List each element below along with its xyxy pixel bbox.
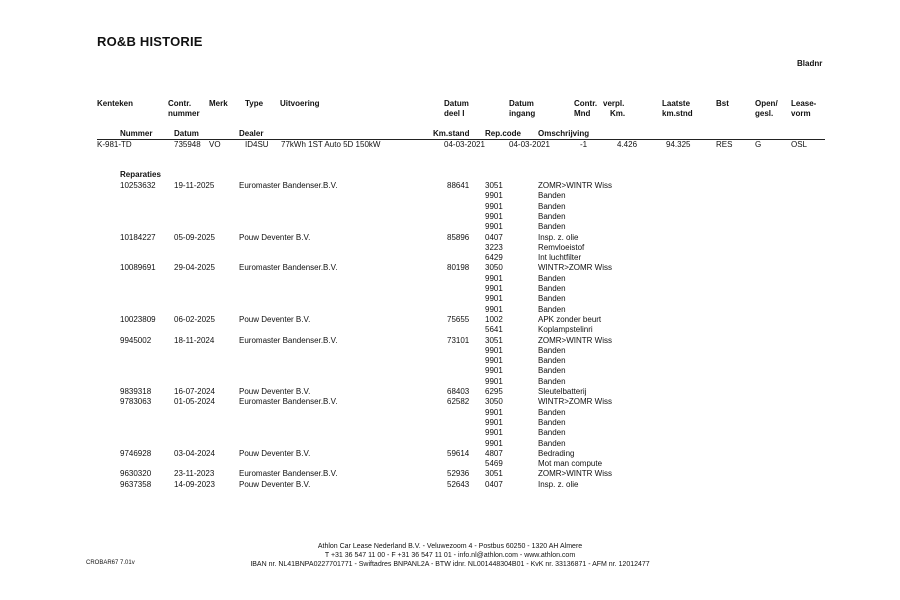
repair-description: WINTR>ZOMR Wiss [538,397,612,407]
repair-description: Banden [538,417,566,427]
header-mnd: Mnd [574,109,591,118]
header-lease: Lease- [791,99,817,108]
vehicle-verpl-km: 4.426 [617,140,638,149]
repair-code: 3223 [485,242,503,252]
repair-code: 9901 [485,356,503,366]
repair-description: Koplampstelinri [538,325,593,335]
vehicle-open: G [755,140,762,149]
repair-code: 9901 [485,438,503,448]
repair-description: Banden [538,356,566,366]
repair-number: 9637358 [120,479,152,489]
repair-code: 4807 [485,448,503,458]
repair-description: Banden [538,407,566,417]
repair-description: Banden [538,273,566,283]
repair-dealer: Euromaster Bandenser.B.V. [239,263,338,273]
page-number-label: Bladnr [797,59,823,68]
header-uitvoering: Uitvoering [280,99,320,108]
repair-code: 0407 [485,232,503,242]
vehicle-lease: OSL [791,140,808,149]
footer-contact: T +31 36 547 11 00 - F +31 36 547 11 01 - info.nl@athlon.com - www.athlon.com [324,552,576,559]
header-verpl: verpl. [603,99,625,108]
repair-description: APK zonder beurt [538,314,602,324]
subheader-omschrijving: Omschrijving [538,129,590,138]
repair-description: Remvloeistof [538,242,585,252]
repair-date: 06-02-2025 [174,314,215,324]
repair-description: Banden [538,438,566,448]
repair-description: ZOMR>WINTR Wiss [538,181,612,190]
subheader-datum: Datum [174,129,199,138]
vehicle-contract: 735948 [174,140,201,149]
repair-description: Banden [538,428,566,438]
repair-description: WINTR>ZOMR Wiss [538,263,612,273]
repair-code: 5469 [485,459,503,469]
section-reparaties: Reparaties [120,170,161,179]
repair-code: 9901 [485,294,503,304]
vehicle-bst: RES [716,140,733,149]
subheader-nummer: Nummer [120,129,153,138]
page-title: RO&B HISTORIE [97,34,203,49]
subheader-dealer: Dealer [239,129,264,138]
repair-code: 0407 [485,479,503,489]
repair-description: Banden [538,366,566,376]
header-gesl: gesl. [755,109,774,118]
repair-code: 9901 [485,376,503,386]
repair-km: 59614 [447,448,470,458]
vehicle-row [0,139,900,150]
header-datum-deel1: Datum [444,99,469,108]
repair-code: 9901 [485,366,503,376]
repair-date: 14-09-2023 [174,479,215,489]
repair-dealer: Pouw Deventer B.V. [239,232,311,242]
repair-date: 16-07-2024 [174,387,215,396]
header-km: Km. [610,109,626,118]
footer-address: Athlon Car Lease Nederland B.V. - Veluwezoom 4 - Postbus 60250 - 1320 AH Almere [317,543,583,550]
repair-number: 10253632 [120,181,156,190]
header-merk: Merk [209,99,228,108]
repair-km: 85896 [447,232,470,242]
repair-date: 19-11-2025 [174,181,215,190]
repair-description: Banden [538,294,566,304]
vehicle-laatste-km: 94.325 [666,140,691,149]
subheader-kmstand: Km.stand [433,129,470,138]
repair-code: 9901 [485,273,503,283]
repair-km: 88641 [447,181,470,190]
repair-number: 10023809 [120,314,156,324]
header-vorm: vorm [791,109,811,118]
subheader-repcode: Rep.code [485,129,522,138]
repair-code: 1002 [485,314,503,324]
repair-code: 6295 [485,387,503,396]
repair-description: Int luchtfilter [538,253,582,263]
repair-dealer: Pouw Deventer B.V. [239,387,311,396]
repair-number: 10184227 [120,232,156,242]
repair-code: 3051 [485,181,503,190]
header-laatste: Laatste [662,99,691,108]
repair-description: Banden [538,211,566,221]
repair-dealer: Euromaster Bandenser.B.V. [239,469,338,479]
repair-code: 9901 [485,222,503,232]
vehicle-datum-deel1: 04-03-2021 [444,140,485,149]
repair-dealer: Pouw Deventer B.V. [239,479,311,489]
repair-row [0,479,900,490]
header-nummer: nummer [168,109,200,118]
repair-code: 9901 [485,428,503,438]
repair-number: 9783063 [120,397,152,407]
repair-code: 3050 [485,397,503,407]
repair-dealer: Euromaster Bandenser.B.V. [239,335,338,345]
repair-number: 9945002 [120,335,152,345]
vehicle-mnd: -1 [580,140,588,149]
repair-date: 03-04-2024 [174,448,215,458]
repair-description: Banden [538,201,566,211]
repair-description: Banden [538,284,566,293]
header-ingang: ingang [509,109,536,118]
repair-km: 52643 [447,479,470,489]
repair-code: 9901 [485,417,503,427]
repair-date: 05-09-2025 [174,232,215,242]
repair-dealer: Pouw Deventer B.V. [239,314,311,324]
header-bst: Bst [716,99,729,108]
repair-number: 9746928 [120,448,152,458]
vehicle-datum-ingang: 04-03-2021 [509,140,550,149]
repair-number: 10089691 [120,263,156,273]
vehicle-uitvoering: 77kWh 1ST Auto 5D 150kW [281,140,381,149]
repair-code: 6429 [485,253,503,263]
repair-dealer: Pouw Deventer B.V. [239,448,311,458]
repair-description: Banden [538,304,566,314]
header-kmstnd: km.stnd [662,109,693,118]
repair-km: 73101 [447,335,470,345]
repair-date: 01-05-2024 [174,397,215,407]
repair-description: Banden [538,376,566,386]
header-contr: Contr. [168,99,192,108]
repair-description: Banden [538,345,566,355]
vehicle-type: ID4SU [245,140,269,149]
header-deel1: deel I [444,109,465,118]
repair-description: Bedrading [538,448,575,458]
repair-description: ZOMR>WINTR Wiss [538,335,612,345]
header-open: Open/ [755,99,778,108]
repair-number: 9630320 [120,469,152,479]
repair-code: 3050 [485,263,503,273]
repair-dealer: Euromaster Bandenser.B.V. [239,181,338,190]
repair-code: 9901 [485,191,503,201]
header-type: Type [245,99,264,108]
header-contr2: Contr. [574,99,598,108]
repair-date: 29-04-2025 [174,263,215,273]
repair-code: 9901 [485,304,503,314]
repair-code: 3051 [485,469,503,479]
header-kenteken: Kenteken [97,99,134,108]
repair-description: Insp. z. olie [538,232,579,242]
footer-registration: IBAN nr. NL41BNPA0227701771 - Swiftadres BNPANL2A - BTW idnr. NL001448304B01 - KvK nr. 33136871 - AFM nr. 12012477 [250,561,650,568]
repair-date: 18-11-2024 [174,335,215,345]
repair-description: Banden [538,191,566,201]
header-datum-ingang: Datum [509,99,534,108]
repair-dealer: Euromaster Bandenser.B.V. [239,397,338,407]
repair-description: Mot man compute [538,459,603,469]
repair-code: 5641 [485,325,503,335]
repair-km: 52936 [447,469,470,479]
repair-description: Insp. z. olie [538,479,579,489]
repair-code: 3051 [485,335,503,345]
repair-description: Banden [538,222,566,232]
vehicle-kenteken: K-981-TD [97,140,132,149]
repair-code: 9901 [485,284,503,293]
repair-number: 9839318 [120,387,152,396]
vehicle-merk: VO [209,140,221,149]
repair-date: 23-11-2023 [174,469,215,479]
repair-code: 9901 [485,211,503,221]
repair-km: 68403 [447,387,470,396]
repair-code: 9901 [485,345,503,355]
repair-code: 9901 [485,407,503,417]
repair-km: 80198 [447,263,470,273]
repair-km: 75655 [447,314,470,324]
repair-code: 9901 [485,201,503,211]
repair-km: 62582 [447,397,470,407]
repair-description: Sleutelbatterij [538,387,587,396]
repair-description: ZOMR>WINTR Wiss [538,469,612,479]
form-code: CROBAR67 7.01v [86,560,135,566]
